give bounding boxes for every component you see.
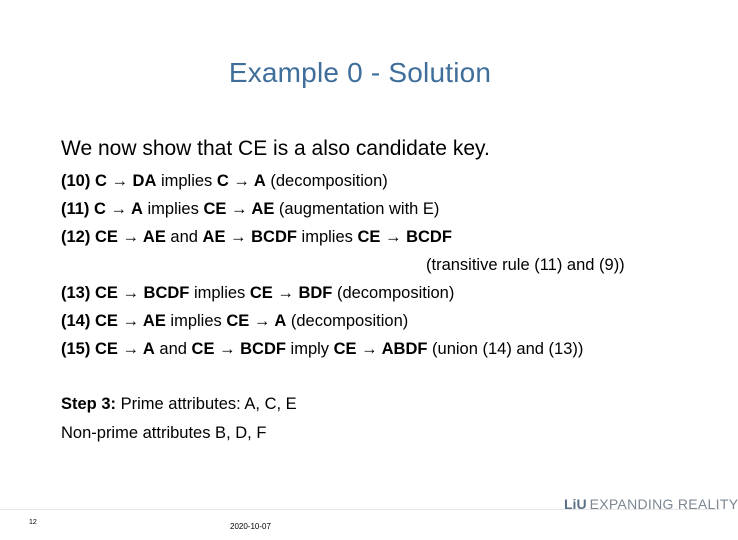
connector: implies xyxy=(165,312,227,330)
derivation-line-15 xyxy=(61,340,583,359)
prime-attributes: Prime attributes: A, C, E xyxy=(116,395,297,413)
connector: imply xyxy=(285,340,334,358)
step-number: (13) xyxy=(61,284,91,302)
derivation-line-12 xyxy=(61,228,452,247)
fd: CE → BCDF xyxy=(94,284,190,302)
connector: implies xyxy=(189,284,250,302)
footer-date: 2020-10-07 xyxy=(230,522,271,531)
liu-logo xyxy=(564,494,738,514)
nonprime-attributes: Non-prime attributes B, D, F xyxy=(61,424,267,442)
fd: C → A xyxy=(94,200,143,218)
step-number: (14) xyxy=(61,312,91,330)
derivation-line-10 xyxy=(61,172,388,191)
connector: implies xyxy=(156,172,217,190)
connector: and xyxy=(165,228,203,246)
fd: CE → BDF xyxy=(249,284,333,302)
fd: CE → AE xyxy=(94,312,166,330)
logo-mark: LiU xyxy=(564,496,587,512)
rule-text: (decomposition) xyxy=(332,284,455,302)
derivation-line-13 xyxy=(61,284,454,303)
fd: CE → A xyxy=(94,340,155,358)
step-number: (15) xyxy=(61,340,91,358)
rule-text: (union (14) and (13)) xyxy=(427,340,584,358)
fd: AE → BCDF xyxy=(202,228,297,246)
fd: CE → ABDF xyxy=(333,340,428,358)
slide-title: Example 0 - Solution xyxy=(228,57,492,88)
step-3-label: Step 3: xyxy=(61,395,117,413)
rule-text: (decomposition) xyxy=(286,312,409,330)
intro-text: We now show that CE is a also candidate key. xyxy=(61,137,490,160)
fd: CE → AE xyxy=(203,200,275,218)
transitive-rule-note: (transitive rule (11) and (9)) xyxy=(426,256,625,274)
fd: C → A xyxy=(216,172,266,190)
fd: C → DA xyxy=(94,172,157,190)
connector: implies xyxy=(142,200,204,218)
fd: CE → AE xyxy=(94,228,166,246)
fd: CE → A xyxy=(226,312,287,330)
step-number: (12) xyxy=(61,228,91,246)
rule-text: (decomposition) xyxy=(265,172,388,190)
rule-text: (augmentation with E) xyxy=(274,200,440,218)
step-number: (10) xyxy=(61,172,91,190)
page-number: 12 xyxy=(29,519,37,526)
fd: CE → BCDF xyxy=(191,340,286,358)
derivation-line-11 xyxy=(61,200,439,219)
connector: implies xyxy=(296,228,358,246)
step-3-line xyxy=(61,395,297,414)
logo-text: EXPANDING REALITY xyxy=(589,496,738,512)
connector: and xyxy=(154,340,192,358)
derivation-line-14 xyxy=(61,312,408,331)
step-number: (11) xyxy=(61,200,90,218)
fd: CE → BCDF xyxy=(357,228,452,246)
